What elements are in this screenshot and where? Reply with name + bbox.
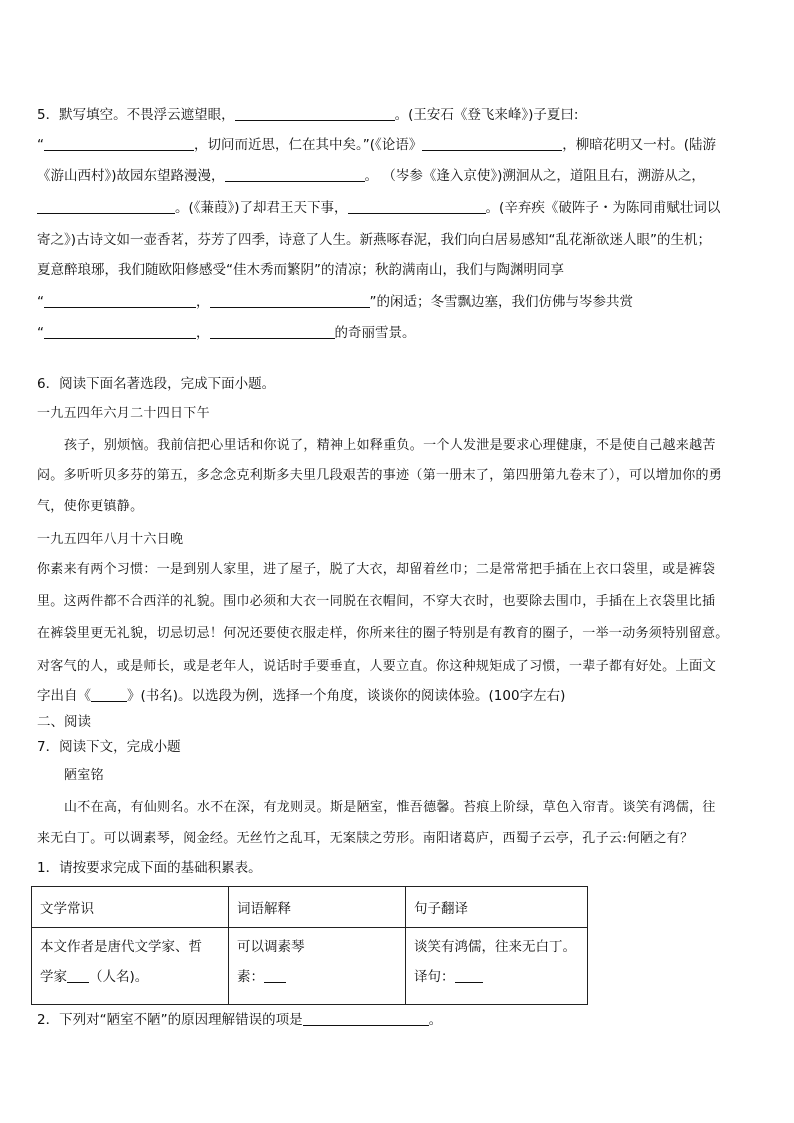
q5-line-6: 夏意醉琅琊，我们随欧阳修感受“佳木秀而繁阴”的清凉；秋韵满南山，我们与陶渊明同享 (37, 262, 564, 278)
table-cell-word (229, 928, 406, 1005)
q7-sub-question-1: 1．请按要求完成下面的基础积累表。 (37, 860, 262, 876)
fill-blank[interactable] (210, 324, 335, 339)
q5-line-7 (37, 292, 764, 312)
word-blank[interactable] (264, 968, 286, 983)
q5-text: “ (37, 137, 44, 153)
letter-1-line: 孩子，别烦恼。我前信把心里话和你说了，精神上如释重负。一个人发泄是要求心理健康，不是使自己越来越苦 (64, 438, 716, 453)
letter-1-line: 气，使你更镇静。 (37, 499, 144, 514)
q5-text: ， (196, 294, 210, 310)
fill-blank[interactable] (225, 167, 365, 182)
letter-date-1: 一九五四年六月二十四日下午 (37, 406, 210, 421)
q5-text: 。(《蒹葭》)了却君王天下事， (175, 200, 348, 216)
section-heading: 二、阅读 (37, 714, 91, 730)
fill-blank[interactable] (44, 293, 196, 308)
q5-text: 。(王安石《登飞来峰》)子夏曰: (394, 107, 579, 123)
passage-line: 山不在高，有仙则名。水不在深，有龙则灵。斯是陋室，惟吾德馨。苔痕上阶绿，草色入帘青。谈笑有鸿儒，往 (64, 800, 716, 815)
passage-line: 来无白丁。可以调素琴，阅金经。无丝竹之乱耳，无案牍之劳形。南阳诸葛庐，西蜀子云亭，孔子云:何陋之有？ (37, 831, 694, 846)
letter-2-text: 对客气的人，或是师长，或是老年人，说话时手要垂直，人要立直。你这种规矩成了习惯，一辈子都有好处。 (37, 659, 676, 674)
cell-text: （人名)。 (89, 969, 149, 985)
cell-text: 谈笑有鸿儒，往来无白丁。 (414, 939, 576, 955)
cell-text: 素： (237, 969, 264, 985)
fill-blank[interactable] (44, 324, 196, 339)
fill-blank[interactable] (422, 136, 562, 151)
book-name-blank[interactable] (91, 687, 127, 702)
q7-sub-question-text: 。 (428, 1012, 443, 1028)
q6-question-text: 上面文 (675, 658, 716, 674)
q5-text: 。 （岑参《逢入京使》)溯洄从之，道阻且右，溯游从之， (364, 168, 705, 184)
q5-line-5: 寄之》)古诗文如一壶香茗，芬芳了四季，诗意了人生。新燕啄春泥，我们向白居易感知“乱花渐欲迷人眼”的生机； (37, 232, 712, 248)
answer-blank[interactable] (303, 1011, 429, 1026)
cell-text: 学家 (40, 969, 67, 985)
fill-blank[interactable] (210, 293, 370, 308)
q5-line-2 (37, 135, 764, 155)
letter-2-last-line (37, 656, 764, 677)
q5-text: ， (196, 325, 210, 341)
q7-sub-question-2 (37, 1010, 764, 1030)
q5-text: ，柳暗花明又一村。(陆游 (562, 137, 717, 153)
accumulation-table (31, 886, 588, 1005)
letter-date-2: 一九五四年八月十六日晚 (37, 532, 184, 547)
cell-text: 译句： (414, 969, 455, 985)
q5-text: “ (37, 294, 44, 310)
q5-line-8 (37, 323, 764, 343)
q6-question-text: 》(书名)。以选段为例，选择一个角度，谈谈你的阅读体验。(100字左右) (127, 688, 566, 704)
q5-text: ”的闲适；冬雪飘边塞，我们仿佛与岑参共赏 (369, 294, 633, 310)
cell-text: 本文作者是唐代文学家、哲 (40, 939, 202, 955)
table-header: 词语解释 (229, 887, 406, 928)
letter-2-line: 里。这两件都不合西洋的礼貌。围巾必须和大衣一同脱在衣帽间，不穿大衣时，也要除去围巾，手插在上衣袋里比插 (37, 594, 716, 609)
q7-sub-question-text: 2．下列对“陋室不陋”的原因理解错误的项是 (37, 1012, 303, 1028)
q6-question (37, 686, 764, 706)
q5-line-4 (37, 198, 764, 218)
q5-text: 。(辛弃疾《破阵子・为陈同甫赋壮词以 (485, 200, 721, 216)
cell-text: 可以调素琴 (237, 939, 305, 955)
q5-line-3 (37, 166, 764, 186)
table-cell-translation (406, 928, 588, 1005)
letter-2-line: 在裤袋里更无礼貌，切忌切忌！何况还要使衣服走样，你所来往的圈子特别是有教育的圈子，一举一动务须特别留意。 (37, 626, 729, 641)
table-header: 文学常识 (32, 887, 229, 928)
q5-text: “ (37, 325, 44, 341)
q5-text: 的奇丽雪景。 (334, 325, 416, 341)
q5-text: ，切问而近思，仁在其中矣。”(《论语》 (194, 137, 423, 153)
fill-blank[interactable] (348, 199, 486, 214)
table-header: 句子翻译 (406, 887, 588, 928)
fill-blank[interactable] (44, 136, 194, 151)
q5-text: 5．默写填空。不畏浮云遮望眼， (37, 107, 235, 123)
letter-1-line: 闷。多听听贝多芬的第五，多念念克利斯多夫里几段艰苦的事迹（第一册末了，第四册第九卷末了），可以增加你的勇 (37, 468, 723, 483)
q7-title: 7．阅读下文，完成小题 (37, 739, 181, 755)
q5-line-1 (37, 105, 764, 125)
fill-blank[interactable] (235, 106, 395, 121)
q6-question-text: 字出自《 (37, 688, 91, 704)
translation-blank[interactable] (455, 968, 483, 983)
q6-title: 6．阅读下面名著选段，完成下面小题。 (37, 376, 276, 392)
letter-2-line: 你素来有两个习惯：一是到别人家里，进了屋子，脱了大衣，却留着丝巾；二是常常把手插在上衣口袋里，或是裤袋 (37, 562, 716, 577)
passage-title: 陋室铭 (64, 768, 104, 783)
author-blank[interactable] (67, 968, 89, 983)
table-cell-literature (32, 928, 229, 1005)
fill-blank[interactable] (37, 199, 175, 214)
q5-text: 《游山西村》)故园东望路漫漫， (37, 168, 225, 184)
